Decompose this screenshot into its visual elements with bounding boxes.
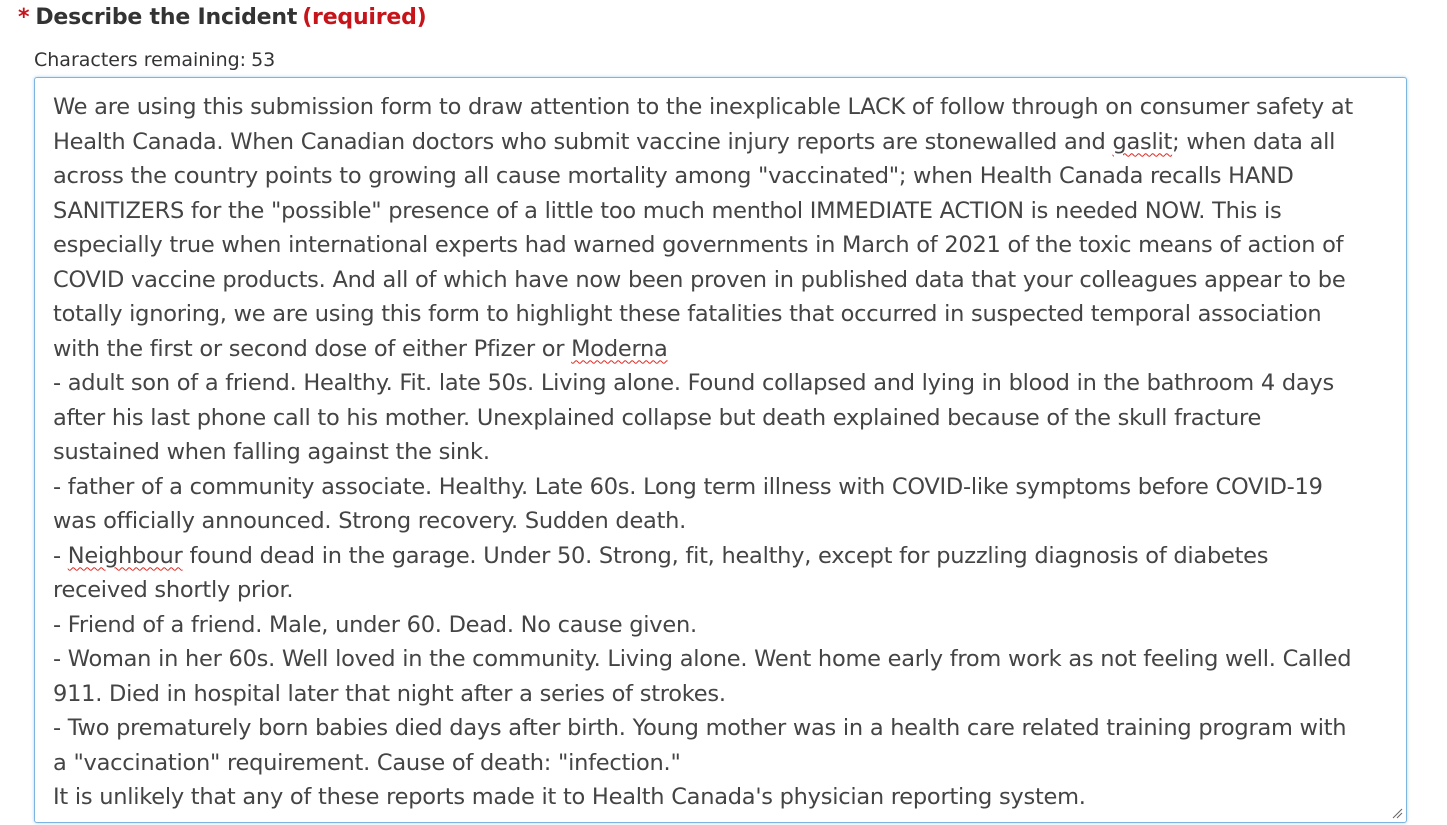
textarea-line: It is unlikely that any of these reports made it to Health Canada's physician reporting system. xyxy=(53,784,1086,810)
misspelled-word: Neighbour xyxy=(67,542,183,569)
textarea-line: SANITIZERS for the "possible" presence of a little too much menthol IMMEDIATE ACTION is needed NOW. This is xyxy=(53,197,1282,224)
textarea-line: with the first or second dose of either Pfizer or Moderna xyxy=(53,335,668,362)
textarea-content xyxy=(53,90,1396,815)
required-asterisk: * xyxy=(18,5,30,30)
resize-handle-icon[interactable] xyxy=(1391,807,1403,819)
textarea-line: totally ignoring, we are using this form to highlight these fatalities that occurred in suspected temporal association xyxy=(53,301,1322,327)
field-label xyxy=(18,3,427,33)
textarea-line: - Friend of a friend. Male, under 60. Dead. No cause given. xyxy=(53,611,697,638)
required-indicator: (required) xyxy=(302,5,427,30)
field-label-text: Describe the Incident xyxy=(35,5,298,30)
textarea-line: - Neighbour found dead in the garage. Under 50. Strong, fit, healthy, except for puzzling diagnosis of diabetes xyxy=(53,542,1269,569)
incident-description-textarea[interactable] xyxy=(34,77,1407,823)
textarea-line: - adult son of a friend. Healthy. Fit. late 50s. Living alone. Found collapsed and lying in blood in the bathroom 4 days xyxy=(53,370,1334,396)
textarea-line: - Woman in her 60s. Well loved in the community. Living alone. Went home early from work as not feeling well. Called xyxy=(53,646,1352,672)
misspelled-word: gaslit xyxy=(1112,128,1173,155)
misspelled-word: Moderna xyxy=(571,335,668,362)
textarea-line: 911. Died in hospital later that night after a series of strokes. xyxy=(53,680,726,707)
textarea-line: - Two prematurely born babies died days after birth. Young mother was in a health care related training program with xyxy=(53,715,1347,741)
textarea-line: was officially announced. Strong recovery. Sudden death. xyxy=(53,508,687,534)
textarea-line: We are using this submission form to draw attention to the inexplicable LACK of follow through on consumer safety at xyxy=(53,94,1353,120)
textarea-line: after his last phone call to his mother. Unexplained collapse but death explained because of the skull fracture xyxy=(53,404,1262,431)
textarea-line: especially true when international experts had warned governments in March of 2021 of the toxic means of action of xyxy=(53,232,1344,258)
textarea-line: received shortly prior. xyxy=(53,577,294,603)
textarea-line: - father of a community associate. Healthy. Late 60s. Long term illness with COVID-like symptoms before COVID-19 xyxy=(53,473,1323,500)
textarea-line: a "vaccination" requirement. Cause of death: "infection." xyxy=(53,749,681,776)
textarea-line: Health Canada. When Canadian doctors who submit vaccine injury reports are stonewalled and gaslit; when data all xyxy=(53,128,1336,155)
characters-remaining xyxy=(34,47,275,73)
characters-remaining-count: 53 xyxy=(251,49,276,71)
textarea-line: across the country points to growing all cause mortality among "vaccinated"; when Health Canada recalls HAND xyxy=(53,163,1294,189)
textarea-line: COVID vaccine products. And all of which have now been proven in published data that your colleagues appear to be xyxy=(53,266,1346,293)
textarea-line: sustained when falling against the sink. xyxy=(53,439,490,465)
characters-remaining-label: Characters remaining: xyxy=(34,49,247,71)
